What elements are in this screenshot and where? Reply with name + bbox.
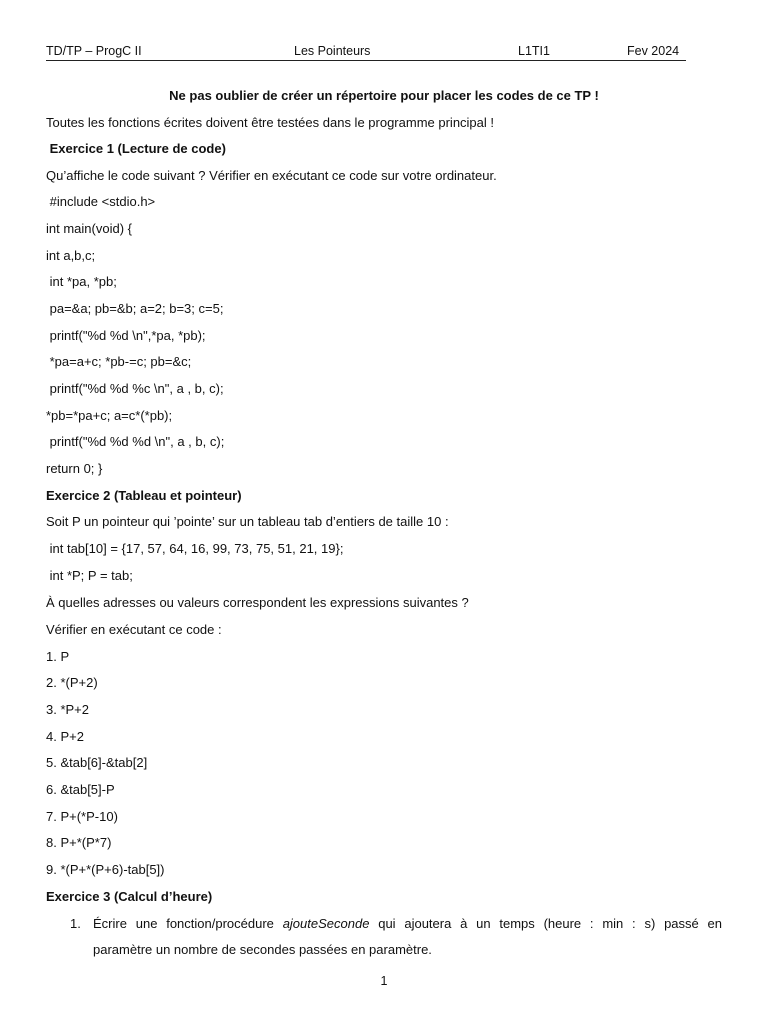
code-line: #include <stdio.h>	[46, 194, 156, 209]
code-line: pa=&a; pb=&b; a=2; b=3; c=5;	[46, 301, 224, 316]
code-line: printf("%d %d %d \n", a , b, c);	[46, 434, 225, 449]
list-item: 2. *(P+2)	[46, 675, 98, 690]
code-line: int tab[10] = {17, 57, 64, 16, 99, 73, 75, 51, 21, 19};	[46, 541, 344, 556]
list-item: 4. P+2	[46, 729, 84, 744]
code-line: return 0; }	[46, 461, 103, 476]
exercise-3-heading: Exercice 3 (Calcul d’heure)	[46, 889, 213, 904]
page-number: 1	[380, 974, 388, 988]
list-item: 1. P	[46, 649, 70, 664]
exercise-2-statement: Soit P un pointeur qui ’pointe’ sur un tableau tab d’entiers de taille 10 :	[46, 514, 449, 529]
item-number: 1.	[70, 916, 81, 931]
list-item: 8. P+*(P*7)	[46, 835, 112, 850]
list-item: 7. P+(*P-10)	[46, 809, 118, 824]
code-line: int main(void) {	[46, 221, 132, 236]
list-item: 5. &tab[6]-&tab[2]	[46, 755, 148, 770]
list-item: 6. &tab[5]-P	[46, 782, 115, 797]
header-date: Fev 2024	[627, 44, 680, 58]
code-line: *pa=a+c; *pb-=c; pb=&c;	[46, 354, 192, 369]
exercise-2-verify: Vérifier en exécutant ce code :	[46, 622, 222, 637]
function-name: ajouteSeconde	[282, 916, 370, 931]
exercise-1-question: Qu’affiche le code suivant ? Vérifier en exécutant ce code sur votre ordinateur.	[46, 168, 497, 183]
notice-text: Ne pas oublier de créer un répertoire pour placer les codes de ce TP !	[169, 88, 599, 103]
code-line: int *P; P = tab;	[46, 568, 133, 583]
header-class: L1TI1	[518, 44, 550, 58]
header-course: TD/TP – ProgC II	[46, 44, 142, 58]
testing-note: Toutes les fonctions écrites doivent être testées dans le programme principal !	[46, 115, 495, 130]
item-continuation: paramètre un nombre de secondes passées en paramètre.	[93, 942, 432, 957]
item-text	[93, 916, 722, 932]
exercise-2-heading: Exercice 2 (Tableau et pointeur)	[46, 488, 242, 503]
item-text-before: Écrire une fonction/procédure	[93, 916, 283, 931]
item-text-after: qui ajoutera à un temps (heure : min : s) passé en	[369, 916, 723, 931]
list-item: 9. *(P+*(P+6)-tab[5])	[46, 862, 165, 877]
exercise-2-question: À quelles adresses ou valeurs correspondent les expressions suivantes ?	[46, 595, 469, 610]
exercise-1-heading: Exercice 1 (Lecture de code)	[46, 141, 226, 156]
code-line: printf("%d %d \n",*pa, *pb);	[46, 328, 206, 343]
page-header	[46, 44, 686, 61]
code-line: printf("%d %d %c \n", a , b, c);	[46, 381, 224, 396]
code-line: int *pa, *pb;	[46, 274, 117, 289]
header-title: Les Pointeurs	[294, 44, 371, 58]
code-line: *pb=*pa+c; a=c*(*pb);	[46, 408, 173, 423]
code-line: int a,b,c;	[46, 248, 96, 263]
list-item: 3. *P+2	[46, 702, 90, 717]
